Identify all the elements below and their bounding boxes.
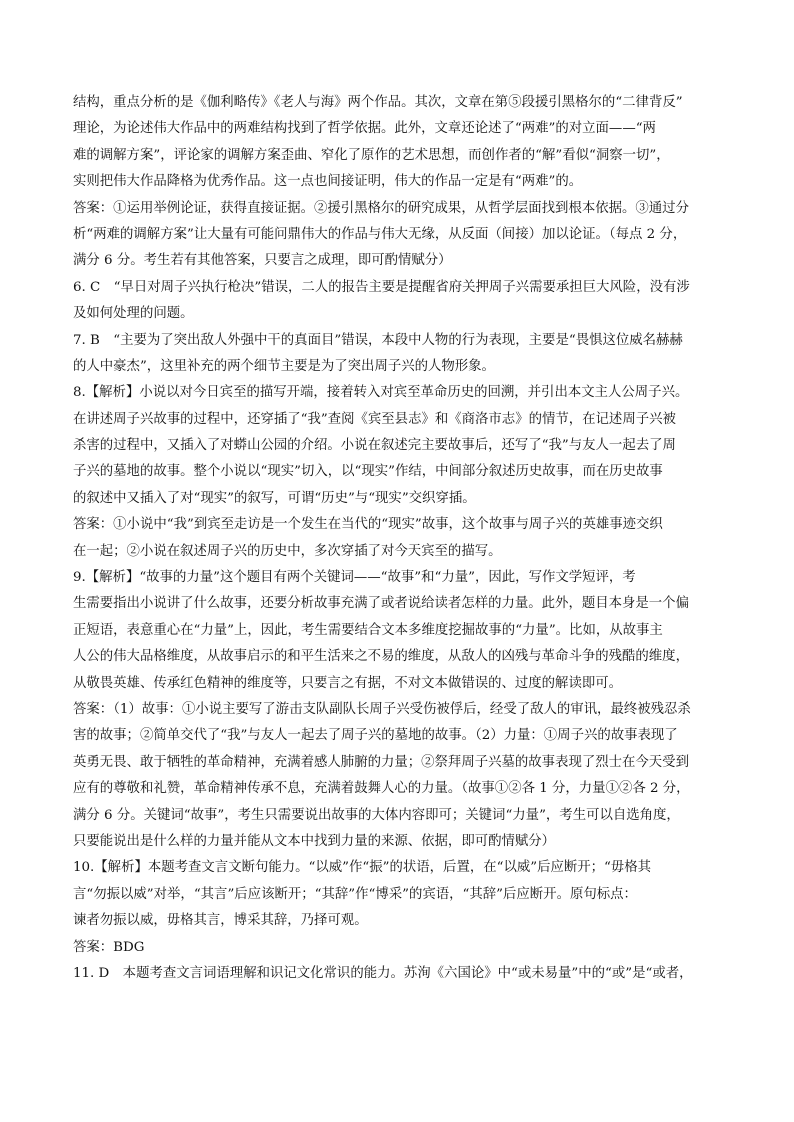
answer-line: 答案：①小说中“我”到宾至走访是一个发生在当代的“现实”故事，这个故事与周子兴的英雄事迹交织 bbox=[73, 517, 663, 533]
question-6-line: 及如何处理的问题。 bbox=[73, 306, 194, 322]
text-line: 难的调解方案”，评论家的调解方案歪曲、窄化了原作的艺术思想，而创作者的“解”看似“洞察一切”， bbox=[73, 147, 670, 163]
text-line: 实则把伟大作品降格为优秀作品。这一点也间接证明，伟大的作品一定是有“两难”的。 bbox=[73, 174, 583, 190]
answer-line: 英勇无畏、敢于牺牲的革命精神，充满着感人肺腑的力量；②祭拜周子兴墓的故事表现了烈士在今天受到 bbox=[73, 754, 689, 770]
answer-line: 满分 6 分。考生若有其他答案，只要言之成理，即可酌情赋分） bbox=[73, 253, 452, 269]
answer-line: 答案：BDG bbox=[73, 939, 145, 955]
question-8-line: 子兴的墓地的故事。整个小说以“现实”切入，以“现实”作结，中间部分叙述历史故事，而在历史故事 bbox=[73, 464, 663, 480]
question-9-line: 正短语，表意重心在“力量”上，因此，考生需要结合文本多维度挖掘故事的“力量”。比如，从故事主 bbox=[73, 622, 663, 638]
answer-line: 满分 6 分。关键词“故事”，考生只需要说出故事的大体内容即可；关键词“力量”，考生可以自选角度， bbox=[73, 807, 680, 823]
question-7-line: 7. B “主要为了突出敌人外强中干的真面目”错误，本段中人物的行为表现，主要是“畏惧这位威名赫赫 bbox=[73, 332, 683, 348]
answer-line: 在一起；②小说在叙述周子兴的历史中，多次穿插了对今天宾至的描写。 bbox=[73, 543, 502, 559]
question-10-line: 谏者勿振以威，毋格其言，博采其辞，乃择可观。 bbox=[73, 913, 368, 929]
question-7-line: 的人中豪杰”，这里补充的两个细节主要是为了突出周子兴的人物形象。 bbox=[73, 358, 495, 374]
answer-line: 害的故事；②简单交代了“我”与友人一起去了周子兴的墓地的故事。（2）力量：①周子兴的故事表现了 bbox=[73, 728, 678, 744]
answer-line: 应有的尊敬和礼赞，革命精神传承不息，充满着鼓舞人心的力量。（故事①②各 1 分，力量①②各 2 分， bbox=[73, 781, 690, 797]
answer-line: 只要能说出是什么样的力量并能从文本中找到力量的来源、依据，即可酌情赋分） bbox=[73, 833, 556, 849]
question-10-line: 言“勿振以威”对举，“其言”后应该断开；“其辞”作“博采”的宾语，“其辞”后应断开。原句标点： bbox=[73, 886, 637, 902]
answer-line: 答案：①运用举例论证，获得直接证据。②援引黑格尔的研究成果，从哲学层面找到根本依据。③通过分 bbox=[73, 200, 689, 216]
question-8-line: 杀害的过程中，又插入了对蟒山公园的介绍。小说在叙述完主要故事后，还写了“我”与友人一起去了周 bbox=[73, 438, 676, 454]
question-8-line: 的叙述中又插入了对“现实”的叙写，可谓“历史”与“现实”交织穿插。 bbox=[73, 490, 476, 506]
question-8-line: 在讲述周子兴故事的过程中，还穿插了“我”查阅《宾至县志》和《商洛市志》的情节，在记述周子兴被 bbox=[73, 411, 676, 427]
question-9-line: 从敬畏英雄、传承红色精神的维度等，只要言之有据，不对文本做错误的、过度的解读即可。 bbox=[73, 675, 623, 691]
question-10-line: 10.【解析】本题考查文言文断句能力。“以威”作“振”的状语，后置，在“以威”后应断开；“毋格其 bbox=[73, 860, 652, 876]
question-9-line: 人公的伟大品格维度，从故事启示的和平生活来之不易的维度，从敌人的凶残与革命斗争的残酷的维度， bbox=[73, 649, 689, 665]
answer-line: 答案：（1）故事：①小说主要写了游击支队副队长周子兴受伤被俘后，经受了敌人的审讯，最终被残忍杀 bbox=[73, 701, 691, 717]
question-6-line: 6. C “早日对周子兴执行枪决”错误，二人的报告主要是提醒省府关押周子兴需要承担巨大风险，没有涉 bbox=[73, 279, 690, 295]
answer-explanation-text bbox=[73, 90, 728, 987]
text-line: 理论，为论述伟大作品中的两难结构找到了哲学依据。此外，文章还论述了“两难”的对立面——“两 bbox=[73, 121, 656, 137]
text-line: 结构，重点分析的是《伽利略传》《老人与海》两个作品。其次，文章在第⑤段援引黑格尔的“二律背反” bbox=[73, 95, 683, 110]
question-11-line: 11. D 本题考查文言词语理解和识记文化常识的能力。苏洵《六国论》中“或未易量”中的“或”是“或者， bbox=[73, 965, 693, 981]
question-8-line: 8.【解析】小说以对今日宾至的描写开端，接着转入对宾至革命历史的回溯，并引出本文主人公周子兴。 bbox=[73, 385, 689, 401]
question-9-line: 9.【解析】“故事的力量”这个题目有两个关键词——“故事”和“力量”，因此，写作文学短评，考 bbox=[73, 570, 636, 586]
question-9-line: 生需要指出小说讲了什么故事，还要分析故事充满了或者说给读者怎样的力量。此外，题目本身是一个偏 bbox=[73, 596, 689, 612]
answer-line: 析“两难的调解方案”让大量有可能问鼎伟大的作品与伟大无缘，从反面（间接）加以论证。（每点 2 分， bbox=[73, 226, 687, 242]
